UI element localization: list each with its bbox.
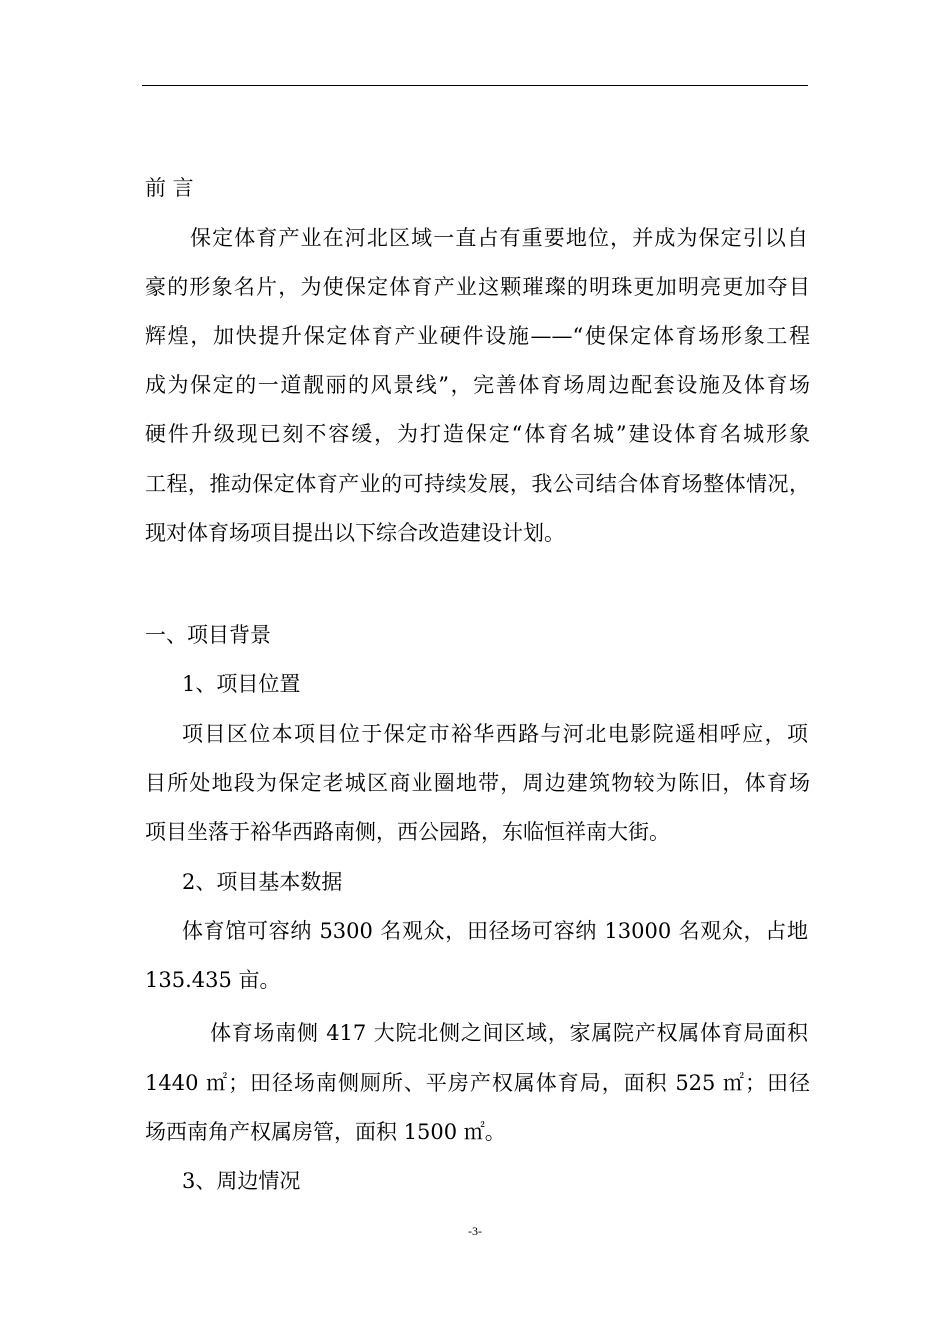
location-line-2: 目所处地段为保定老城区商业圈地带，周边建筑物较为陈旧，体育场 (145, 771, 810, 795)
area-line-3: 场西南角产权属房管，面积 1500 ㎡。 (145, 1120, 506, 1144)
subsection-heading-surroundings: 3、周边情况 (182, 1169, 301, 1193)
preface-line-3: 辉煌，加快提升保定体育产业硬件设施——“使保定体育场形象工程 (145, 324, 810, 348)
location-line-3: 项目坐落于裕华西路南侧，西公园路，东临恒祥南大街。 (145, 820, 670, 844)
preface-heading: 前 言 (145, 176, 194, 200)
basic-data-line-1: 体育馆可容纳 5300 名观众，田径场可容纳 13000 名观众，占地 (182, 919, 808, 943)
preface-line-5: 硬件升级现已刻不容缓，为打造保定“体育名城”建设体育名城形象 (145, 422, 810, 446)
basic-data-line-2: 135.435 亩。 (145, 968, 281, 992)
preface-line-4: 成为保定的一道靓丽的风景线”，完善体育场周边配套设施及体育场 (145, 373, 810, 397)
preface-line-2: 豪的形象名片，为使保定体育产业这颗璀璨的明珠更加明亮更加夺目 (145, 275, 810, 299)
area-line-1: 体育场南侧 417 大院北侧之间区域，家属院产权属体育局面积 (210, 1021, 808, 1045)
page-number: -3- (468, 1224, 482, 1238)
preface-line-6: 工程，推动保定体育产业的可持续发展，我公司结合体育场整体情况， (145, 472, 810, 496)
location-line-1: 项目区位本项目位于保定市裕华西路与河北电影院遥相呼应，项 (182, 722, 808, 746)
section-heading-background: 一、项目背景 (145, 623, 271, 647)
subsection-heading-basic-data: 2、项目基本数据 (182, 870, 343, 894)
subsection-heading-location: 1、项目位置 (182, 672, 301, 696)
area-line-2: 1440 ㎡；田径场南侧厕所、平房产权属体育局，面积 525 ㎡；田径 (145, 1071, 810, 1095)
header-rule (142, 85, 808, 86)
preface-line-7: 现对体育场项目提出以下综合改造建设计划。 (145, 521, 565, 545)
preface-line-1: 保定体育产业在河北区域一直占有重要地位，并成为保定引以自 (190, 226, 808, 250)
